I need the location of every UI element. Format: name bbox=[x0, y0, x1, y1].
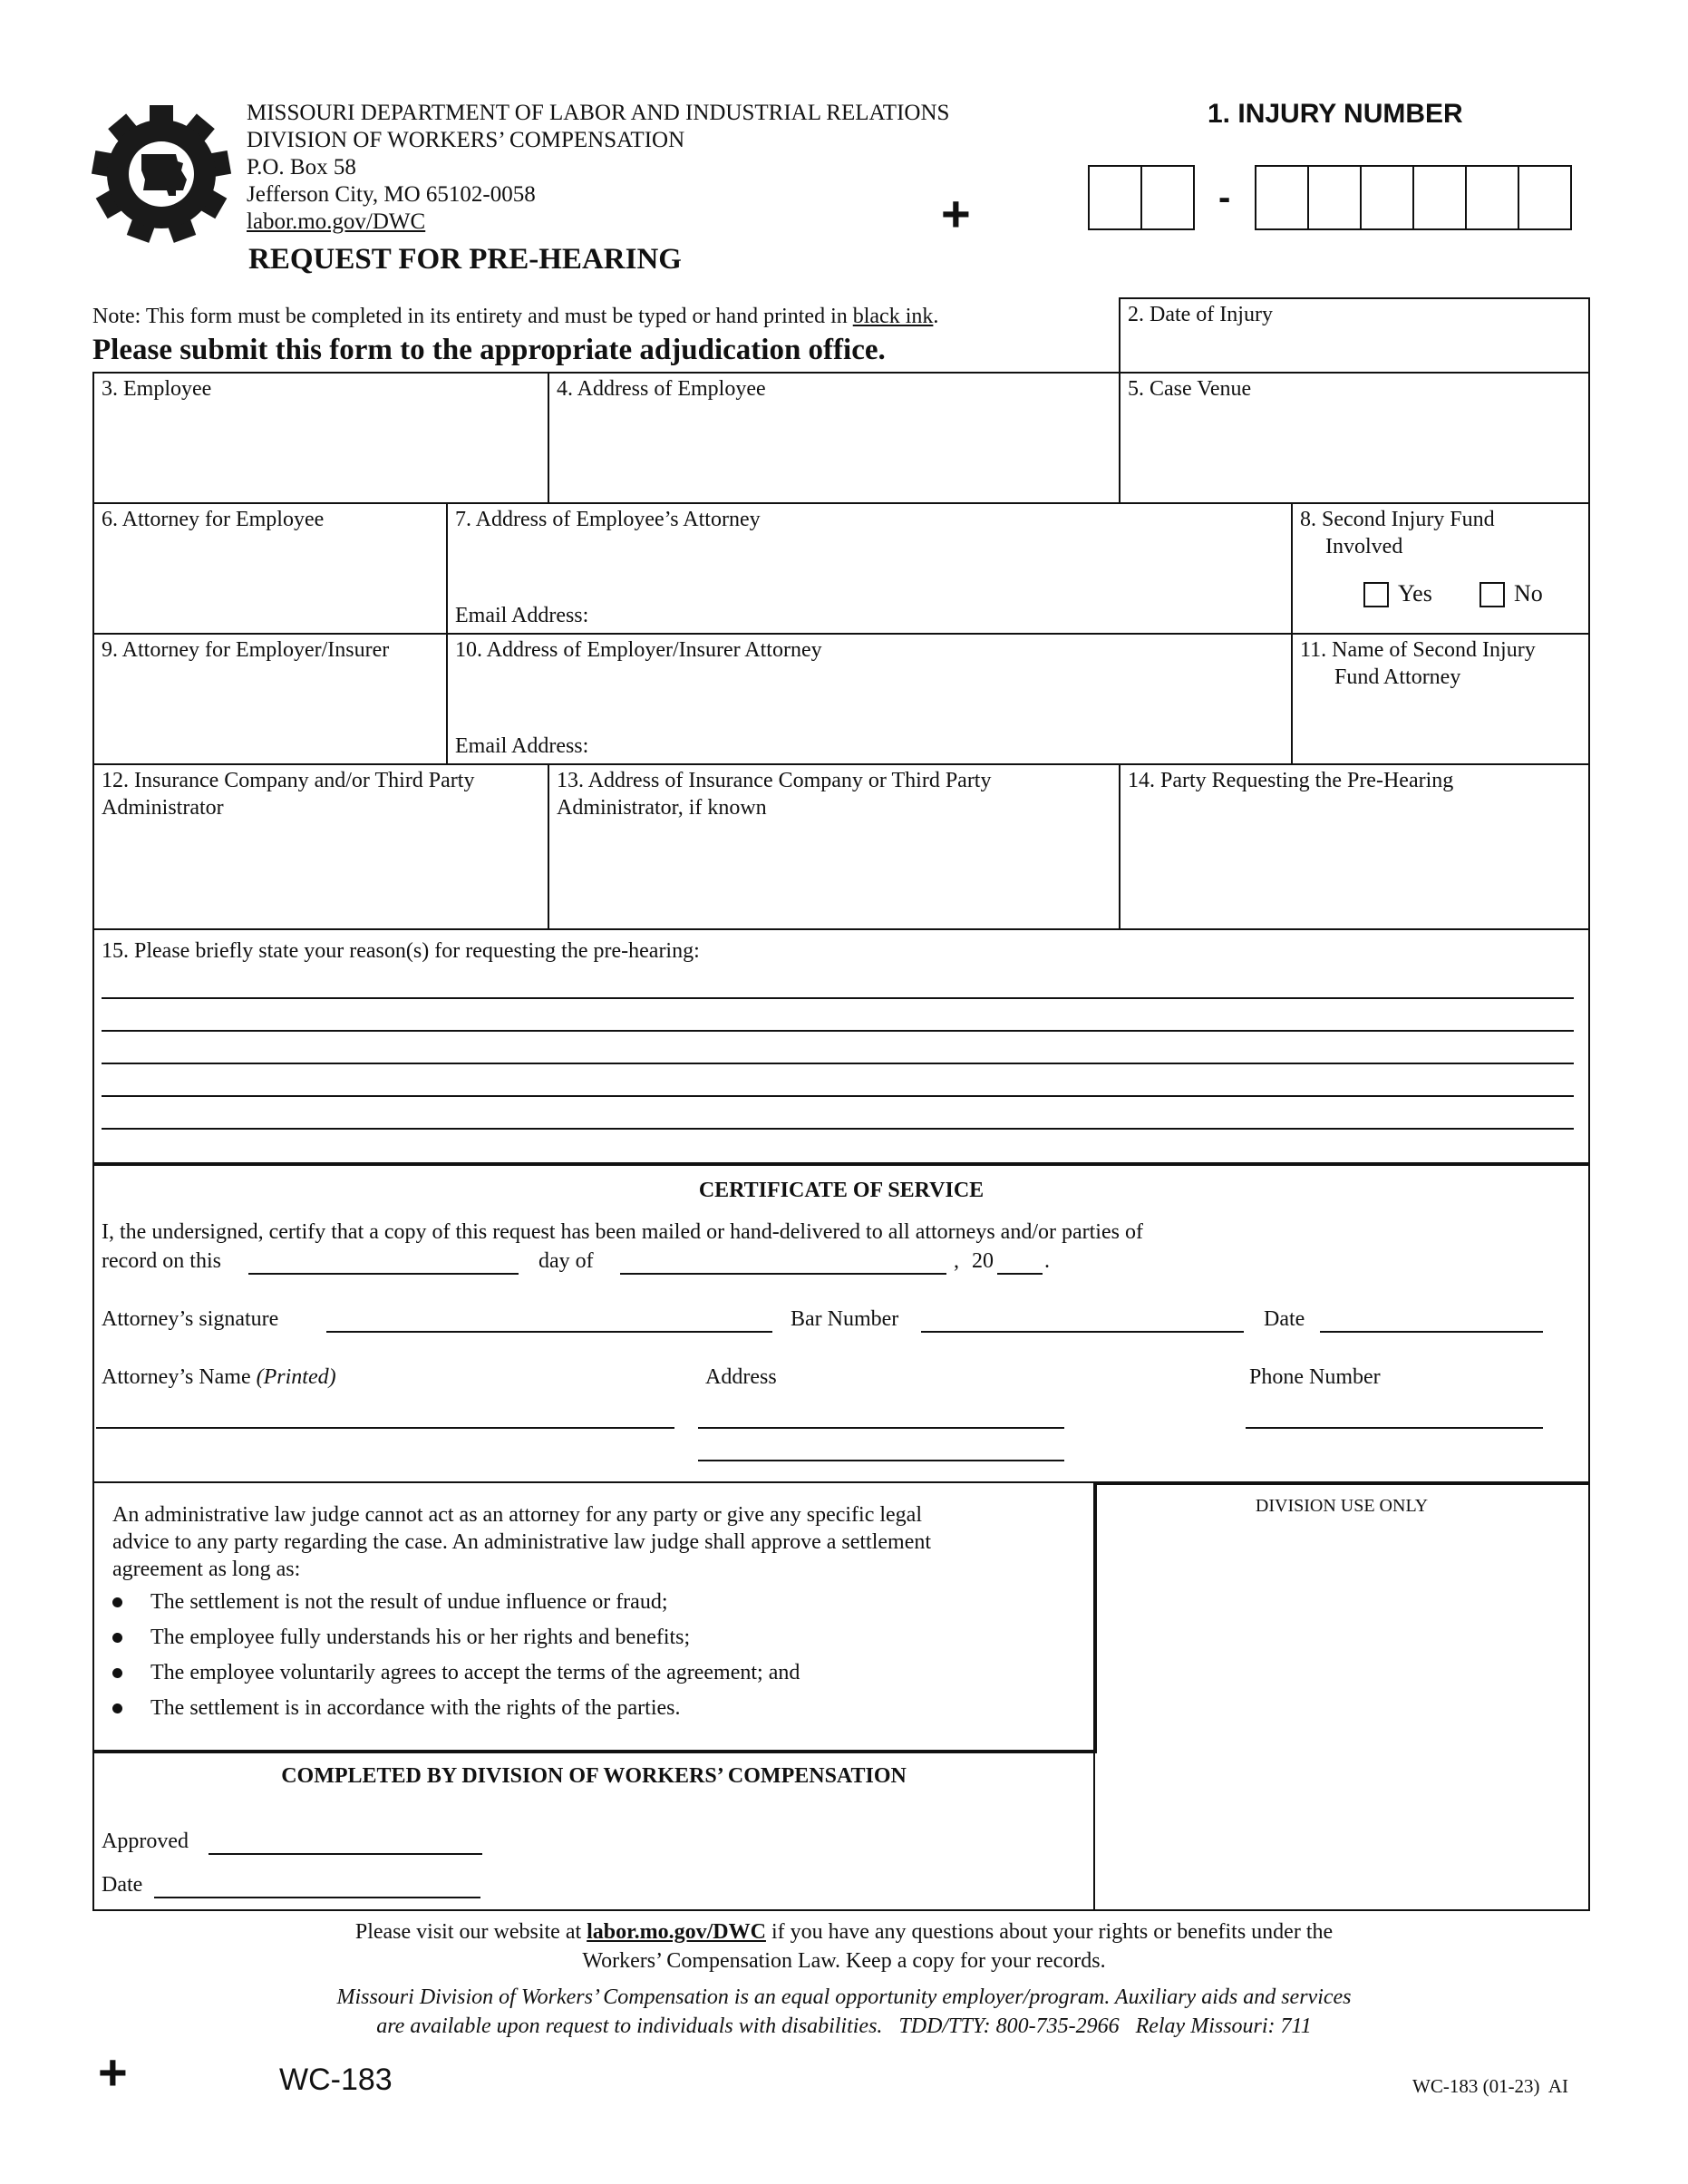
footer-eeo-line1: Missouri Division of Workers’ Compensation is an equal opportunity employer/program. Auxiliary aids and services bbox=[336, 1985, 1352, 2009]
certificate-statement: I, the undersigned, certify that a copy of this request has been mailed or hand-delivered to all attorneys and/or parties of bbox=[102, 1220, 1143, 1244]
form-note bbox=[92, 303, 938, 330]
phone-number-label: Phone Number bbox=[1249, 1365, 1381, 1389]
notice-bullet-text: The settlement is in accordance with the rights of the parties. bbox=[150, 1696, 681, 1720]
form-title: REQUEST FOR PRE-HEARING bbox=[248, 243, 682, 276]
party-requesting-label: 14. Party Requesting the Pre-Hearing bbox=[1128, 769, 1454, 792]
notice-bullet-text: The settlement is not the result of undue influence or fraud; bbox=[150, 1590, 668, 1614]
employee-attorney-label: 6. Attorney for Employee bbox=[102, 508, 325, 531]
employee-address-label: 4. Address of Employee bbox=[557, 377, 766, 401]
completed-date-line[interactable] bbox=[154, 1897, 480, 1898]
employee-attorney-address-label: 7. Address of Employee’s Attorney bbox=[455, 508, 761, 531]
agency-po-box: P.O. Box 58 bbox=[247, 155, 356, 180]
insurance-company-label-cont: Administrator bbox=[102, 796, 224, 820]
date-of-injury-box[interactable] bbox=[1119, 297, 1590, 374]
employee-attorney-address-box[interactable] bbox=[446, 502, 1293, 635]
gear-missouri-logo-icon bbox=[89, 102, 234, 247]
bar-number-label: Bar Number bbox=[791, 1307, 899, 1331]
employer-attorney-email-label: Email Address: bbox=[455, 734, 589, 758]
sif-attorney-label-cont: Fund Attorney bbox=[1334, 665, 1461, 689]
division-use-only-box bbox=[1093, 1481, 1590, 1911]
injury-number-label: 1. INJURY NUMBER bbox=[1208, 99, 1463, 129]
agency-name-line1: MISSOURI DEPARTMENT OF LABOR AND INDUSTRIAL RELATIONS bbox=[247, 101, 950, 125]
reasons-box bbox=[92, 928, 1590, 1166]
reason-line[interactable] bbox=[102, 1095, 1574, 1097]
reason-line[interactable] bbox=[102, 1030, 1574, 1032]
form-note-emphasis: black ink bbox=[852, 305, 934, 328]
form-number: WC-183 bbox=[279, 2063, 393, 2097]
attorney-address-line-2[interactable] bbox=[698, 1460, 1064, 1461]
record-on-this-label: record on this bbox=[102, 1249, 221, 1273]
injury-number-separator: - bbox=[1218, 178, 1231, 218]
date-of-injury-label: 2. Date of Injury bbox=[1128, 303, 1273, 326]
insurance-address-label: 13. Address of Insurance Company or Third Party bbox=[557, 769, 992, 792]
certificate-date-line[interactable] bbox=[1320, 1331, 1543, 1333]
second-injury-fund-label-cont: Involved bbox=[1325, 535, 1403, 558]
completed-by-division-box bbox=[92, 1750, 1095, 1911]
attorney-name-line[interactable] bbox=[96, 1427, 674, 1429]
footer-eeo-line2: are available upon request to individuals with disabilities. TDD/TTY: 800-735-2966 Relay Missouri: 711 bbox=[376, 2014, 1312, 2038]
injury-number-cell[interactable] bbox=[1255, 165, 1309, 230]
footer-website-link[interactable]: labor.mo.gov/DWC bbox=[587, 1920, 766, 1944]
case-venue-label: 5. Case Venue bbox=[1128, 377, 1252, 401]
bullet-icon bbox=[112, 1633, 122, 1643]
sif-no-label: No bbox=[1514, 580, 1543, 607]
submit-instruction: Please submit this form to the appropriate adjudication office. bbox=[92, 334, 886, 366]
attorney-address-label: Address bbox=[705, 1365, 777, 1389]
completed-by-title: COMPLETED BY DIVISION OF WORKERS’ COMPENSATION bbox=[281, 1764, 907, 1788]
employer-attorney-address-label: 10. Address of Employer/Insurer Attorney bbox=[455, 638, 822, 662]
injury-number-cell[interactable] bbox=[1360, 165, 1414, 230]
certificate-of-service bbox=[92, 1164, 1590, 1483]
agency-name-line2: DIVISION OF WORKERS’ COMPENSATION bbox=[247, 128, 685, 152]
injury-number-cell[interactable] bbox=[1518, 165, 1572, 230]
notice-text-line3: agreement as long as: bbox=[112, 1558, 301, 1581]
approved-line[interactable] bbox=[209, 1853, 482, 1855]
year-prefix-label: 20 bbox=[972, 1249, 994, 1273]
notice-text-line1: An administrative law judge cannot act as an attorney for any party or give any specific legal bbox=[112, 1503, 923, 1527]
injury-number-cell[interactable] bbox=[1140, 165, 1195, 230]
second-injury-fund-label: 8. Second Injury Fund bbox=[1300, 508, 1495, 531]
certificate-title: CERTIFICATE OF SERVICE bbox=[698, 1179, 985, 1202]
party-requesting-box[interactable] bbox=[1119, 763, 1590, 930]
bullet-icon bbox=[112, 1668, 122, 1678]
registration-mark-top: + bbox=[941, 185, 971, 242]
date-period: . bbox=[1044, 1249, 1050, 1273]
injury-number-cell[interactable] bbox=[1412, 165, 1467, 230]
employer-attorney-label: 9. Attorney for Employer/Insurer bbox=[102, 638, 390, 662]
sif-attorney-box[interactable] bbox=[1291, 633, 1590, 765]
notice-bullet bbox=[112, 1588, 668, 1616]
form-note-end: . bbox=[933, 305, 939, 328]
employee-label: 3. Employee bbox=[102, 377, 212, 401]
reasons-label: 15. Please briefly state your reason(s) for requesting the pre-hearing: bbox=[102, 939, 700, 963]
second-injury-fund-box bbox=[1291, 502, 1590, 635]
reason-line[interactable] bbox=[102, 997, 1574, 999]
insurance-address-box[interactable] bbox=[548, 763, 1120, 930]
notice-bullet-text: The employee fully understands his or her rights and benefits; bbox=[150, 1626, 691, 1649]
division-use-only-label: DIVISION USE ONLY bbox=[1255, 1496, 1429, 1516]
attorney-address-line[interactable] bbox=[698, 1427, 1064, 1429]
footer-visit-suffix: if you have any questions about your rights or benefits under the bbox=[765, 1920, 1334, 1944]
form-revision: WC-183 (01-23) AI bbox=[1412, 2075, 1569, 2097]
employer-attorney-address-box[interactable] bbox=[446, 633, 1293, 765]
employee-attorney-box[interactable] bbox=[92, 502, 448, 635]
sif-yes-label: Yes bbox=[1398, 580, 1432, 607]
certificate-date-label: Date bbox=[1264, 1307, 1305, 1331]
attorney-signature-label: Attorney’s signature bbox=[102, 1307, 279, 1331]
completed-date-label: Date bbox=[102, 1873, 143, 1897]
service-year-line[interactable] bbox=[997, 1273, 1043, 1275]
attorney-signature-line[interactable] bbox=[326, 1331, 772, 1333]
agency-logo bbox=[89, 102, 234, 247]
reason-line[interactable] bbox=[102, 1063, 1574, 1064]
employee-box[interactable] bbox=[92, 372, 549, 504]
sif-yes-checkbox[interactable] bbox=[1363, 582, 1389, 607]
employee-attorney-email-label: Email Address: bbox=[455, 604, 589, 627]
injury-number-cell[interactable] bbox=[1307, 165, 1362, 230]
injury-number-cell[interactable] bbox=[1088, 165, 1142, 230]
notice-bullet-text: The employee voluntarily agrees to accept the terms of the agreement; and bbox=[150, 1661, 800, 1684]
footer-visit-line2: Workers’ Compensation Law. Keep a copy for your records. bbox=[582, 1949, 1106, 1973]
form-note-text: Note: This form must be completed in its entirety and must be typed or hand printed in bbox=[92, 305, 853, 328]
attorney-name-text: Attorney’s Name bbox=[102, 1365, 251, 1389]
footer-visit-text bbox=[0, 1918, 1688, 1946]
employee-address-box[interactable] bbox=[548, 372, 1120, 504]
service-month-line[interactable] bbox=[620, 1273, 946, 1275]
phone-number-line[interactable] bbox=[1246, 1427, 1543, 1429]
sif-no-checkbox[interactable] bbox=[1479, 582, 1505, 607]
agency-website-link[interactable]: labor.mo.gov/DWC bbox=[247, 209, 426, 234]
attorney-name-label bbox=[102, 1364, 336, 1391]
insurance-company-label: 12. Insurance Company and/or Third Party bbox=[102, 769, 475, 792]
notice-bullet bbox=[112, 1694, 680, 1722]
notice-text-line2: advice to any party regarding the case. An administrative law judge shall approve a settlement bbox=[112, 1530, 932, 1554]
insurance-company-box[interactable] bbox=[92, 763, 549, 930]
reason-line[interactable] bbox=[102, 1128, 1574, 1130]
approved-label: Approved bbox=[102, 1830, 189, 1853]
notice-bullet bbox=[112, 1624, 690, 1651]
service-day-line[interactable] bbox=[248, 1273, 519, 1275]
injury-number-cell[interactable] bbox=[1465, 165, 1519, 230]
attorney-name-printed-note: (Printed) bbox=[256, 1365, 336, 1389]
day-of-label: day of bbox=[538, 1249, 594, 1273]
footer-visit-prefix: Please visit our website at bbox=[354, 1920, 587, 1944]
bullet-icon bbox=[112, 1704, 122, 1713]
bullet-icon bbox=[112, 1597, 122, 1607]
employer-attorney-box[interactable] bbox=[92, 633, 448, 765]
sif-attorney-label: 11. Name of Second Injury bbox=[1300, 638, 1536, 662]
insurance-address-label-cont: Administrator, if known bbox=[557, 796, 767, 820]
notice-bullet bbox=[112, 1659, 800, 1686]
bar-number-line[interactable] bbox=[921, 1331, 1244, 1333]
agency-city-zip: Jefferson City, MO 65102-0058 bbox=[247, 182, 536, 207]
registration-mark-bottom: + bbox=[98, 2043, 128, 2101]
date-comma: , bbox=[954, 1249, 959, 1273]
case-venue-box[interactable] bbox=[1119, 372, 1590, 504]
